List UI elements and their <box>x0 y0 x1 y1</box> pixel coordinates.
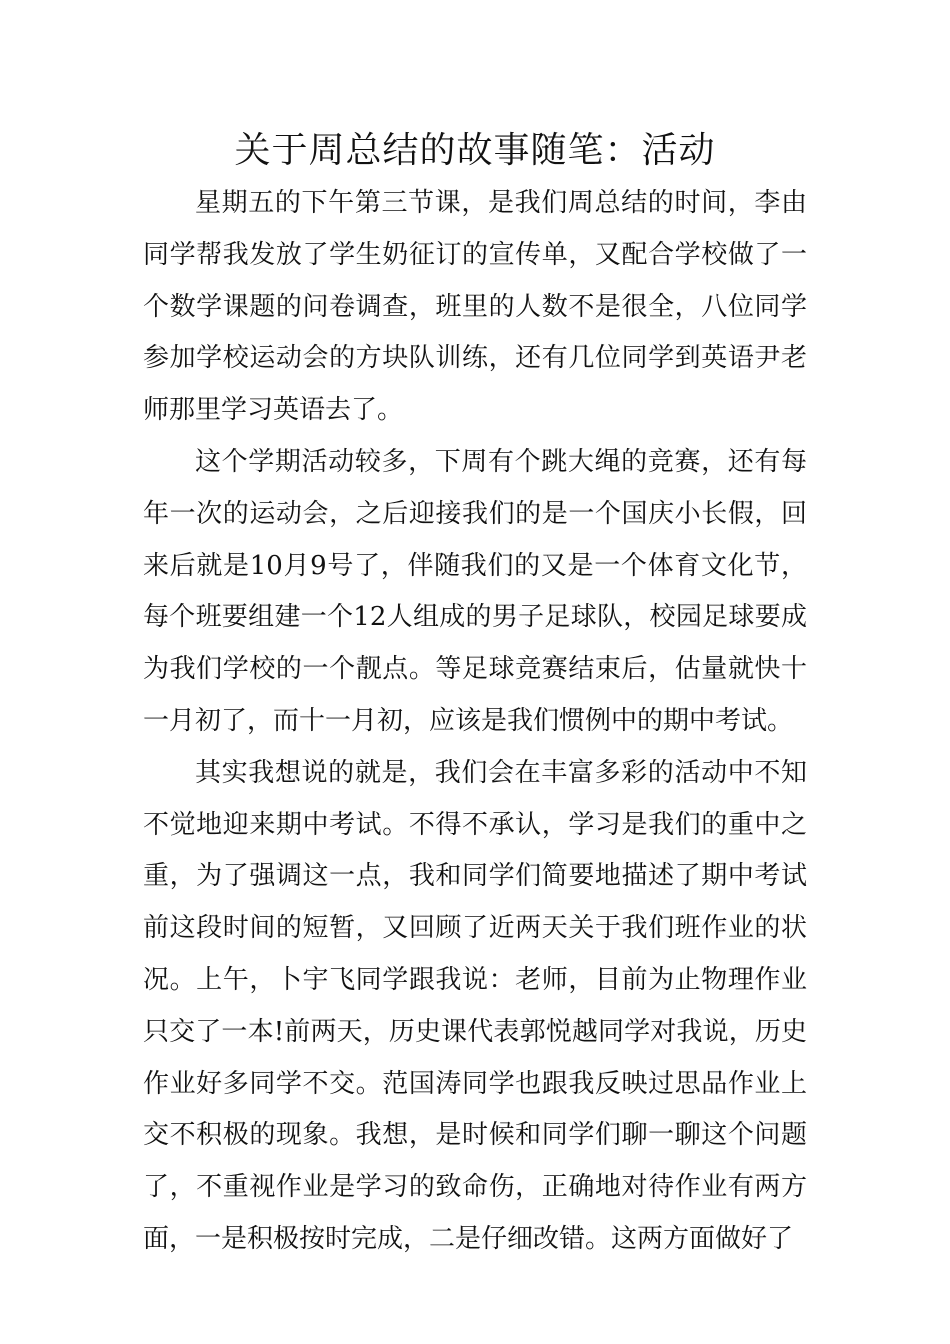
article-body <box>143 178 807 1266</box>
page-title: 关于周总结的故事随笔：活动 <box>234 130 716 171</box>
paragraph-1: 星期五的下午第三节课，是我们周总结的时间，李由同学帮我发放了学生奶征订的宣传单，又配合学校做了一个数学课题的问卷调查，班里的人数不是很全，八位同学参加学校运动会的方块队训练，还有几位同学到英语尹老师那里学习英语去了。 <box>143 188 807 426</box>
paragraph-3: 其实我想说的就是，我们会在丰富多彩的活动中不知不觉地迎来期中考试。不得不承认，学习是我们的重中之重，为了强调这一点，我和同学们简要地描述了期中考试前这段时间的短暂，又回顾了近两天关于我们班作业的状况。上午，卜宇飞同学跟我说：老师，目前为止物理作业只交了一本!前两天，历史课代表郭悦越同学对我说，历史作业好多同学不交。范国涛同学也跟我反映过思品作业上交不积极的现象。我想，是时候和同学们聊一聊这个问题了，不重视作业是学习的致命伤，正确地对待作业有两方面，一是积极按时完成，二是仔细改错。这两方面做好了 <box>143 757 807 1254</box>
paragraph-2: 这个学期活动较多，下周有个跳大绳的竞赛，还有每年一次的运动会，之后迎接我们的是一个国庆小长假，回来后就是10月9号了，伴随我们的又是一个体育文化节，每个班要组建一个12人组成的男子足球队，校园足球要成为我们学校的一个靓点。等足球竞赛结束后，估量就快十一月初了，而十一月初，应该是我们惯例中的期中考试。 <box>143 446 807 736</box>
